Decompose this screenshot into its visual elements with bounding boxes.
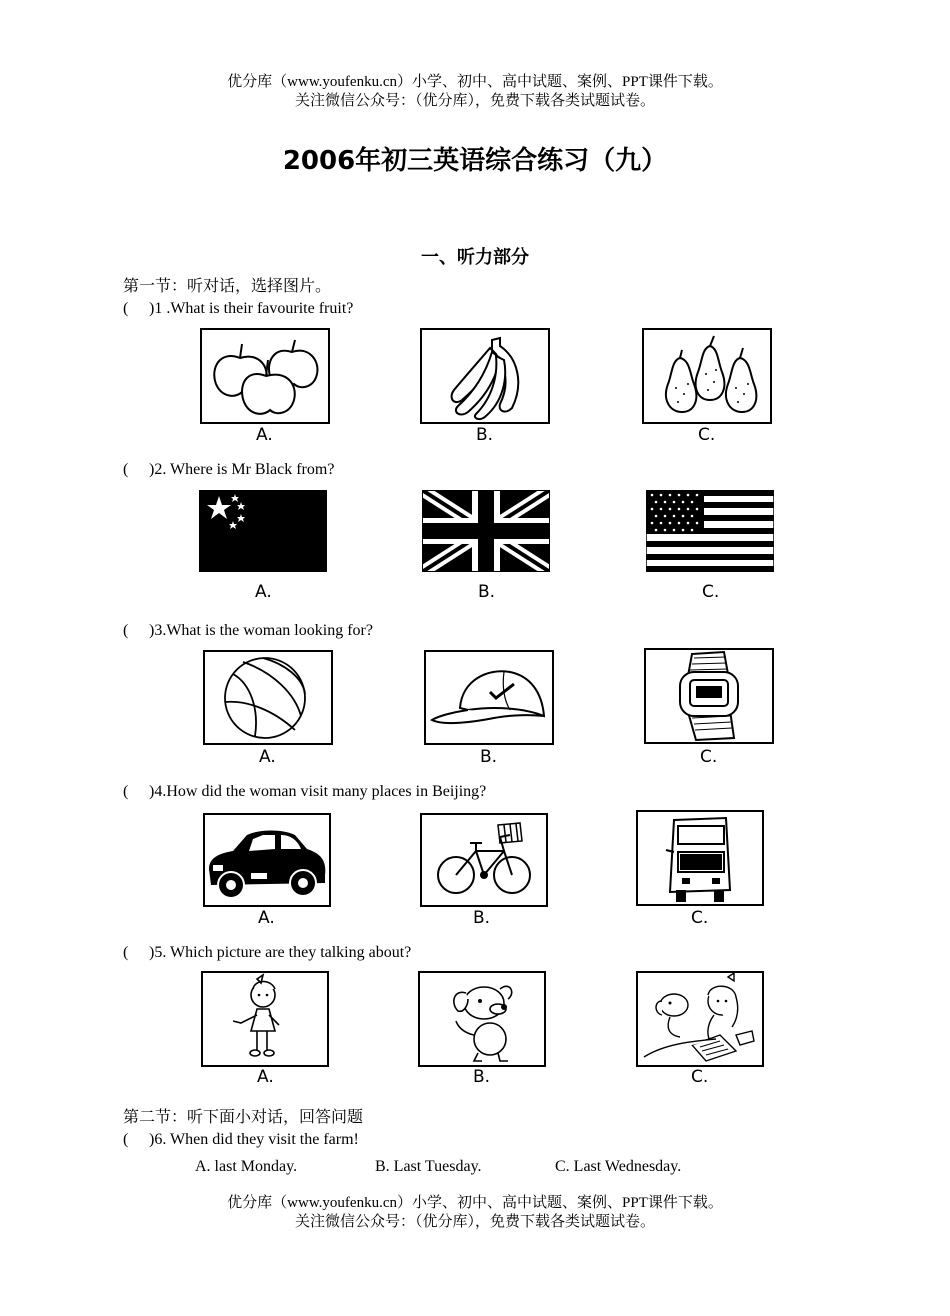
pears-icon	[642, 328, 772, 424]
section-heading: 一、听力部分	[421, 247, 529, 268]
option-b-caption: B.	[473, 1067, 491, 1087]
question-text: )5. Which picture are they talking about?	[149, 944, 412, 961]
bananas-icon	[420, 328, 550, 424]
question-text: )2. Where is Mr Black from?	[149, 461, 335, 478]
option-c-caption: C.	[698, 425, 716, 445]
q6-option-a: A. last Monday.	[195, 1158, 298, 1175]
option-b-caption: B.	[478, 582, 496, 602]
part-1-instruction: 第一节：听对话，选择图片。	[123, 278, 332, 295]
option-b-caption: B.	[480, 747, 498, 767]
page-title: 2006年初三英语综合练习（九）	[282, 146, 668, 176]
uk-flag-icon	[422, 490, 550, 572]
watch-icon	[644, 648, 774, 744]
question-5	[123, 944, 411, 962]
answer-blank[interactable]: (	[123, 300, 129, 317]
answer-blank[interactable]: (	[123, 783, 129, 800]
question-4	[123, 783, 486, 801]
question-text: )4.How did the woman visit many places in Beijing?	[149, 783, 487, 800]
question-6	[123, 1131, 359, 1149]
answer-blank[interactable]: (	[123, 461, 129, 478]
bus-icon	[636, 810, 764, 906]
option-c-caption: C.	[700, 747, 718, 767]
option-a-caption: A.	[256, 425, 273, 445]
car-icon	[203, 813, 331, 907]
answer-blank[interactable]: (	[123, 622, 129, 639]
footer-line-2: 关注微信公众号：（优分库），免费下载各类试题试卷。	[294, 1214, 655, 1230]
question-3	[123, 622, 373, 640]
question-text: )3.What is the woman looking for?	[149, 622, 373, 639]
option-a-caption: A.	[257, 1067, 274, 1087]
question-1	[123, 300, 353, 318]
q6-option-c: C. Last Wednesday.	[555, 1158, 682, 1175]
dog-icon	[418, 971, 546, 1067]
option-b-caption: B.	[476, 425, 494, 445]
footer-line-1: 优分库（www.youfenku.cn）小学、初中、高中试题、案例、PPT课件下载。	[227, 1195, 723, 1211]
q6-option-b: B. Last Tuesday.	[375, 1158, 482, 1175]
cap-icon	[424, 650, 554, 745]
usa-flag-icon	[646, 490, 774, 572]
part-2-instruction: 第二节：听下面小对话，回答问题	[123, 1109, 364, 1126]
bicycle-icon	[420, 813, 548, 907]
option-a-caption: A.	[255, 582, 272, 602]
question-text: )1 .What is their favourite fruit?	[149, 300, 354, 317]
option-c-caption: C.	[691, 908, 709, 928]
header-line-1: 优分库（www.youfenku.cn）小学、初中、高中试题、案例、PPT课件下载。	[227, 74, 723, 90]
option-c-caption: C.	[702, 582, 720, 602]
ball-icon	[203, 650, 333, 745]
girl-icon	[201, 971, 329, 1067]
question-2	[123, 461, 334, 479]
option-b-caption: B.	[473, 908, 491, 928]
option-a-caption: A.	[259, 747, 276, 767]
option-c-caption: C.	[691, 1067, 709, 1087]
apples-icon	[200, 328, 330, 424]
answer-blank[interactable]: (	[123, 1131, 129, 1148]
answer-blank[interactable]: (	[123, 944, 129, 961]
girl-and-dog-icon	[636, 971, 764, 1067]
china-flag-icon	[199, 490, 327, 572]
question-text: )6. When did they visit the farm!	[149, 1131, 359, 1148]
header-line-2: 关注微信公众号：（优分库），免费下载各类试题试卷。	[294, 93, 655, 109]
option-a-caption: A.	[258, 908, 275, 928]
